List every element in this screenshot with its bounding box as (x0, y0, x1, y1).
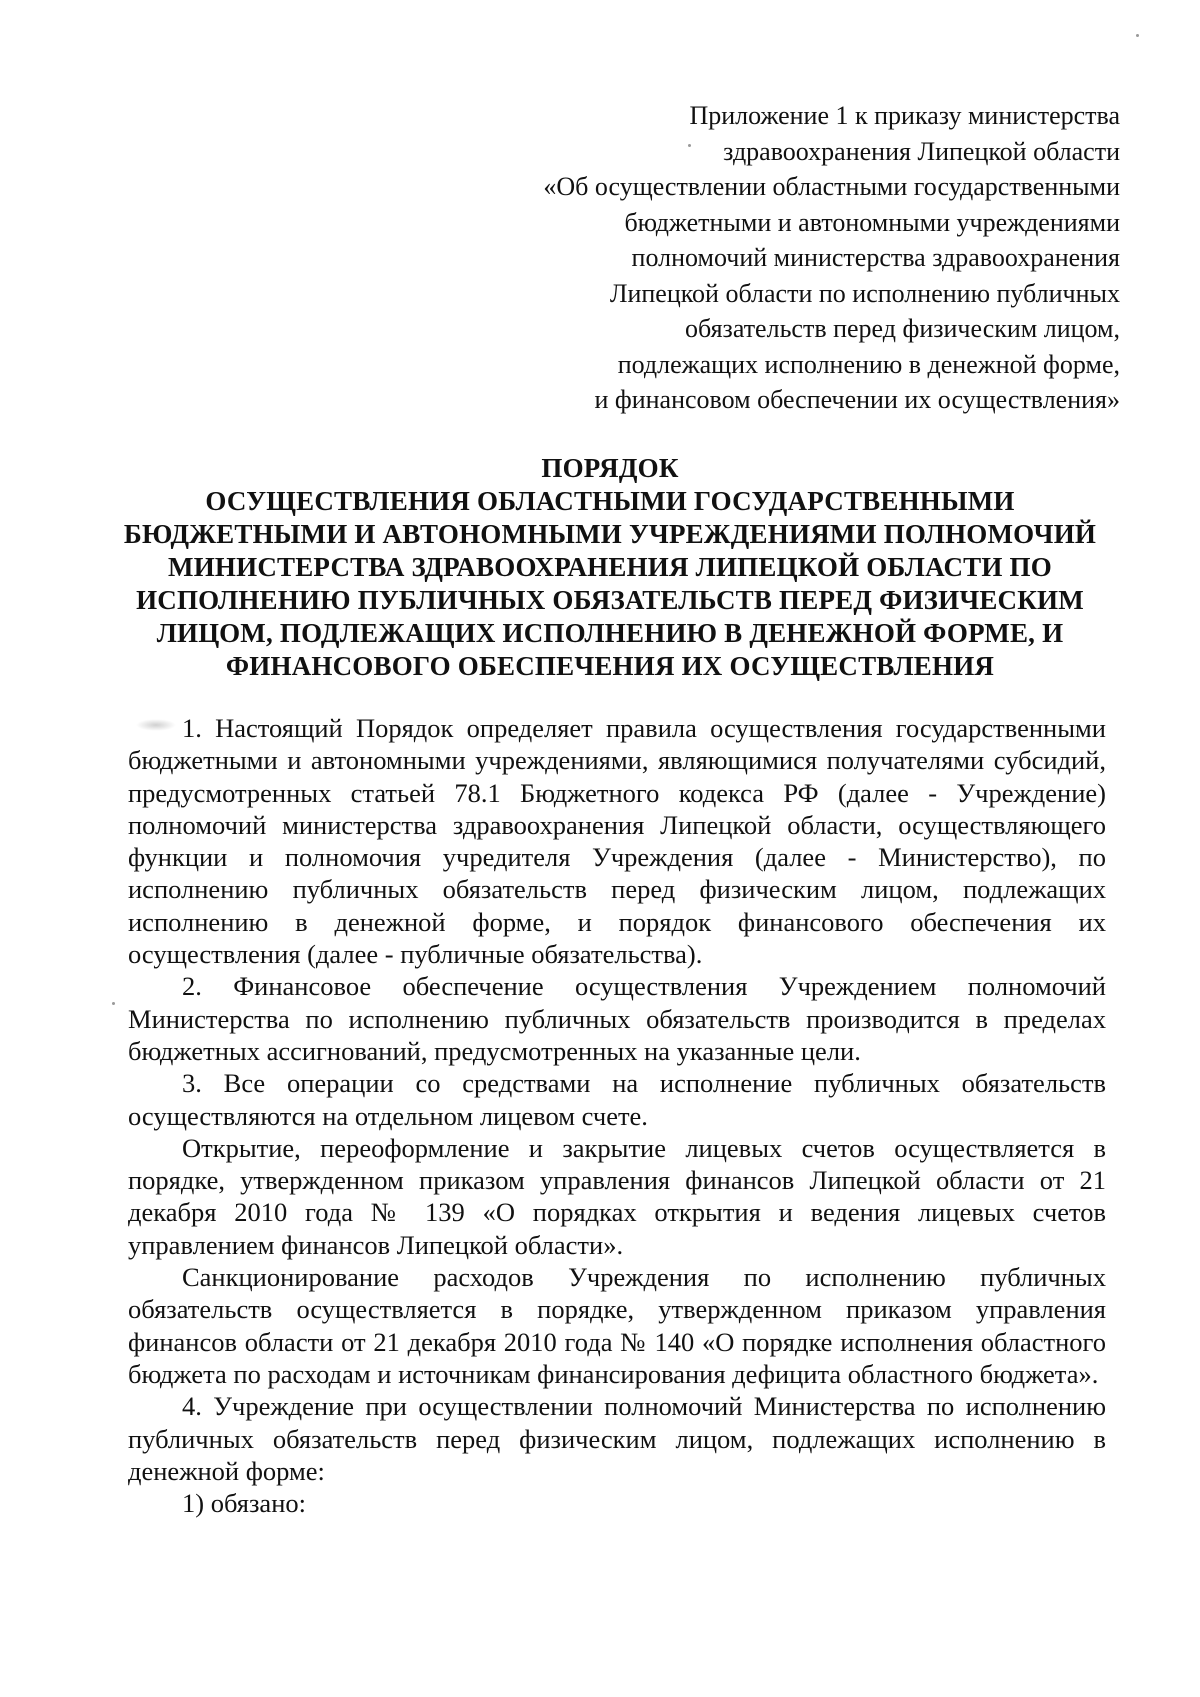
title-line: ИСПОЛНЕНИЮ ПУБЛИЧНЫХ ОБЯЗАТЕЛЬСТВ ПЕРЕД ФИЗИЧЕСКИМ (136, 585, 1084, 615)
annex-line: здравоохранения Липецкой области (723, 136, 1120, 166)
annex-line: обязательств перед физическим лицом, (685, 314, 1120, 343)
title-line: МИНИСТЕРСТВА ЗДРАВООХРАНЕНИЯ ЛИПЕЦКОЙ ОБЛАСТИ ПО (168, 552, 1052, 582)
paragraph-3: 3. Все операции со средствами на исполнение публичных обязательств осуществляются на отдельном лицевом счете. (128, 1068, 1106, 1131)
annex-line: Липецкой области по исполнению публичных (609, 278, 1120, 308)
title-line: ЛИЦОМ, ПОДЛЕЖАЩИХ ИСПОЛНЕНИЮ В ДЕНЕЖНОЙ ФОРМЕ, И (156, 618, 1064, 648)
annex-header (440, 98, 1120, 418)
scan-dust (112, 1002, 115, 1005)
annex-line: «Об осуществлении областными государственными (543, 172, 1120, 201)
annex-line: бюджетными и автономными учреждениями (624, 207, 1120, 237)
paragraph-2: 2. Финансовое обеспечение осуществления Учреждением полномочий Министерства по исполнению публичных обязательств производится в пределах бюджетных ассигнований, предусмотренных на указанные цели. (128, 971, 1106, 1066)
annex-line: Приложение 1 к приказу министерства (689, 101, 1120, 130)
paragraph-1: 1. Настоящий Порядок определяет правила осуществления государственными бюджетными и автономными учреждениями, являющимися получателями субсидий, предусмотренных статьей 78.1 Бюджетного кодекса РФ (далее - Учреждение) полномочий министерства здравоохранения Липецкой области, осуществляющего функции и полномочия учредителя Учреждения (далее - Министерство), по исполнению публичных обязательств перед физическим лицом, подлежащих исполнению в денежной форме, и порядок финансового обеспечения их осуществления (далее - публичные обязательства). (128, 713, 1106, 970)
title-line: ОСУЩЕСТВЛЕНИЯ ОБЛАСТНЫМИ ГОСУДАРСТВЕННЫМИ (205, 486, 1015, 516)
title-line: БЮДЖЕТНЫМИ И АВТОНОМНЫМИ УЧРЕЖДЕНИЯМИ ПОЛНОМОЧИЙ (123, 519, 1097, 549)
title-line: ПОРЯДОК (541, 453, 679, 483)
annex-line: полномочий министерства здравоохранения (631, 243, 1120, 272)
annex-line: и финансовом обеспечении их осуществления» (594, 385, 1120, 414)
paragraph-4: 4. Учреждение при осуществлении полномочий Министерства по исполнению публичных обязательств перед физическим лицом, подлежащих исполнению в денежной форме: (128, 1391, 1106, 1486)
title-line: ФИНАНСОВОГО ОБЕСПЕЧЕНИЯ ИХ ОСУЩЕСТВЛЕНИЯ (225, 651, 995, 681)
document-body (128, 712, 1106, 1519)
scan-dust (1136, 34, 1139, 37)
document-title (120, 452, 1100, 683)
annex-line: подлежащих исполнению в денежной форме, (617, 349, 1120, 379)
paragraph-4-1: 1) обязано: (182, 1488, 306, 1519)
paragraph-accounts: Открытие, переоформление и закрытие лицевых счетов осуществляется в порядке, утвержденном приказом управления финансов Липецкой области от 21 декабря 2010 года № 139 «О порядках открытия и ведения лицевых счетов управлением финансов Липецкой области». (128, 1132, 1106, 1260)
paragraph-authorization: Санкционирование расходов Учреждения по исполнению публичных обязательств осуществляется в порядке, утвержденном приказом управления финансов области от 21 декабря 2010 года № 140 «О порядке исполнения областного бюджета по расходам и источникам финансирования дефицита областного бюджета». (128, 1262, 1106, 1389)
